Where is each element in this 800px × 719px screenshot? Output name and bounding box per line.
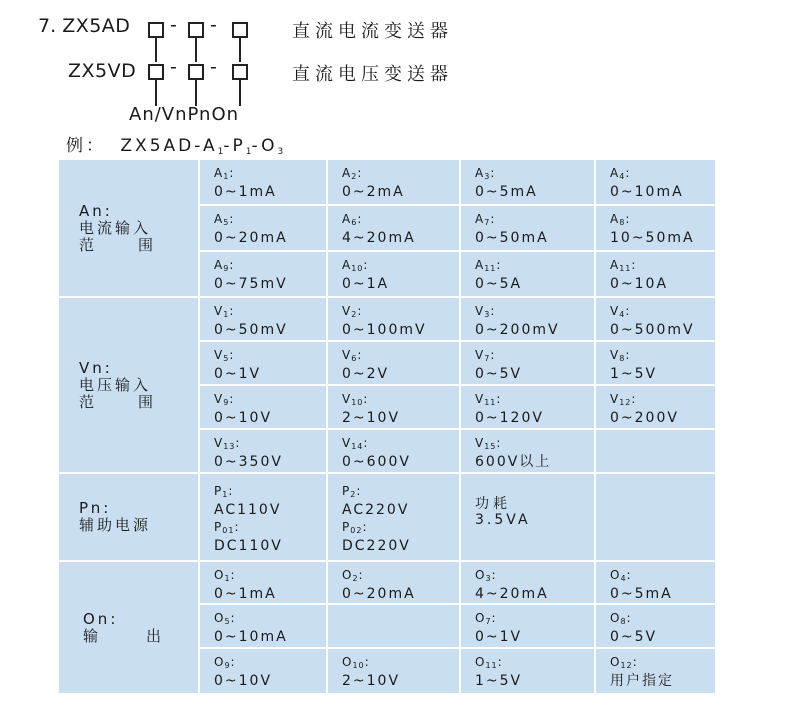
empty-cell <box>596 430 715 472</box>
connector-line <box>155 80 157 106</box>
model-code-zx5ad: ZX5AD <box>62 15 131 37</box>
spec-cell: $V_{11}$: 0~120V <box>461 386 594 428</box>
category-code: Vn: <box>79 358 113 377</box>
category-code: Pn: <box>79 499 112 517</box>
spec-cell: $O_{11}$: 1~5V <box>461 649 594 693</box>
spec-cell: $V_{10}$: 2~10V <box>328 386 459 428</box>
spec-cell: $V_9$: 0~10V <box>200 386 326 428</box>
spec-cell: $V_{13}$: 0~350V <box>200 430 326 472</box>
category-title: 辅助电源 <box>79 516 152 534</box>
code-box <box>188 64 204 80</box>
item-number: 7. <box>38 15 57 37</box>
code-box <box>232 22 248 38</box>
code-box <box>148 22 164 38</box>
code-box <box>232 64 248 80</box>
spec-cell: $A_1$: 0~1mA <box>200 160 326 204</box>
spec-table <box>59 160 711 690</box>
spec-cell: $O_{12}$: 用户指定 <box>596 649 715 693</box>
connector-line <box>239 38 241 62</box>
empty-cell <box>328 605 459 647</box>
example-prefix: 例： <box>66 136 106 156</box>
spec-cell: $A_2$: 0~2mA <box>328 160 459 204</box>
spec-cell: $V_{15}$: 600V以上 <box>461 430 594 472</box>
spec-cell: $V_4$: 0~500mV <box>596 298 715 340</box>
spec-cell: $A_9$: 0~75mV <box>200 252 326 296</box>
model-code-zx5vd: ZX5VD <box>68 60 137 82</box>
connector-line <box>195 38 197 62</box>
spec-cell: $O_1$: 0~1mA <box>200 562 326 603</box>
category-title-line2: 范 围 <box>79 235 154 254</box>
spec-cell: $O_2$: 0~20mA <box>328 562 459 603</box>
spec-cell: $V_{14}$: 0~600V <box>328 430 459 472</box>
category-title: 电流输入 <box>79 218 152 237</box>
example-line <box>66 131 283 157</box>
spec-cell: $A_7$: 0~50mA <box>461 206 594 250</box>
category-on <box>59 562 198 693</box>
category-title: 电压输入 <box>79 375 152 394</box>
separator: - <box>210 14 217 36</box>
spec-cell: $V_8$: 1~5V <box>596 342 715 384</box>
spec-cell: $O_9$: 0~10V <box>200 649 326 693</box>
category-pn <box>59 474 198 560</box>
separator: - <box>210 56 217 78</box>
spec-cell: $V_3$: 0~200mV <box>461 298 594 340</box>
spec-cell: $V_5$: 0~1V <box>200 342 326 384</box>
separator: - <box>170 14 177 36</box>
spec-cell: $O_7$: 0~1V <box>461 605 594 647</box>
spec-cell: $V_6$: 0~2V <box>328 342 459 384</box>
spec-cell: $O_5$: 0~10mA <box>200 605 326 647</box>
spec-cell: $A_6$: 4~20mA <box>328 206 459 250</box>
model-description-2: 直流电压变送器 <box>292 64 453 85</box>
category-title-line2: 范 围 <box>79 392 154 411</box>
category-vn <box>59 298 198 472</box>
model-heading-1 <box>38 15 130 37</box>
spec-cell: $O_8$: 0~5V <box>596 605 715 647</box>
code-box <box>188 22 204 38</box>
code-box <box>148 64 164 80</box>
spec-cell: $V_7$: 0~5V <box>461 342 594 384</box>
connector-line <box>155 38 157 62</box>
spec-cell: $V_2$: 0~100mV <box>328 298 459 340</box>
parameter-label: An/VnPnOn <box>129 104 240 125</box>
spec-cell: $V_1$: 0~50mV <box>200 298 326 340</box>
spec-cell: $P_2$: AC220V $P_{02}$: DC220V <box>328 474 459 560</box>
spec-cell: $A_3$: 0~5mA <box>461 160 594 204</box>
model-description-1: 直流电流变送器 <box>292 21 453 42</box>
spec-cell: $A_{10}$: 0~1A <box>328 252 459 296</box>
spec-cell: $O_{10}$: 2~10V <box>328 649 459 693</box>
empty-cell <box>596 474 715 560</box>
spec-cell: $O_3$: 4~20mA <box>461 562 594 603</box>
category-code: On: <box>83 609 119 628</box>
spec-cell: $A_{11}$: 0~5A <box>461 252 594 296</box>
category-an <box>59 160 198 296</box>
example-code: $ZX5AD-A_1-P_1-O_3$ <box>120 136 284 157</box>
connector-line <box>195 80 197 106</box>
spec-cell: $A_8$: 10~50mA <box>596 206 715 250</box>
spec-cell: $A_4$: 0~10mA <box>596 160 715 204</box>
spec-cell: $O_4$: 0~5mA <box>596 562 715 603</box>
spec-cell: $V_{12}$: 0~200V <box>596 386 715 428</box>
separator: - <box>170 56 177 78</box>
category-code: An: <box>79 201 113 220</box>
spec-cell: $P_1$: AC110V $P_{01}$: DC110V <box>200 474 326 560</box>
category-title: 输 出 <box>83 626 162 645</box>
spec-cell: $A_5$: 0~20mA <box>200 206 326 250</box>
connector-line <box>239 80 241 106</box>
spec-cell: $A_{11}$: 0~10A <box>596 252 715 296</box>
power-consumption-cell: 功耗 3.5VA <box>461 474 594 560</box>
